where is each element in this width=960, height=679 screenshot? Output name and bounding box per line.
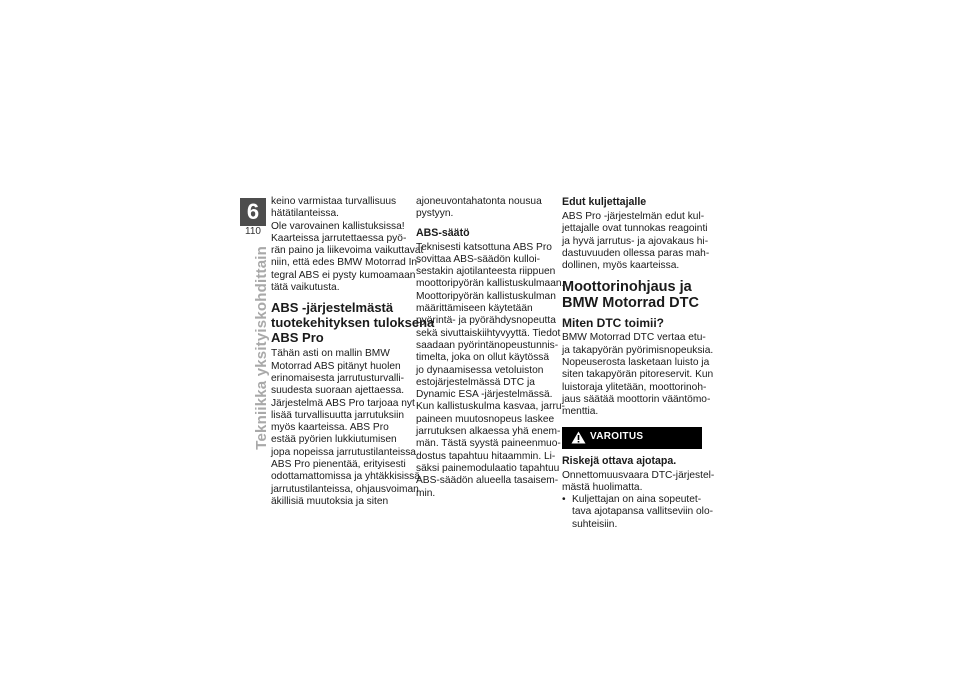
paragraph-rider-benefits: ABS Pro -järjestelmän edut kul- jettajalle ovat tunnokas reagointi ja hyvä jarrutus- ja ajovakaus hi- dastuvuuden ollessa paras mah- dollinen, myös kaarteissa. bbox=[562, 211, 710, 272]
bullet-dot: • bbox=[562, 494, 566, 506]
paragraph-abs-control: Teknisesti katsottuna ABS Pro sovittaa ABS-säädön kulloi- sestakin ajotilanteesta riippuen moottoripyörän kallistuskulmaan. Moottoripyörän kallistuskulman määrittämiseen käytetään pyörintä- ja pyörähdysnopeutta sekä sivuttaiskiihtyvyyttä. Tiedot saadaan pyörintänopeustunnis- timelta, joka on ollut käytössä jo dynaamisessa vetoluiston estojärjestelmässä DTC ja Dynamic ESA -järjestelmässä. Kun kallistuskulma kasvaa, jarru- paineen muutosnopeus laskee jarrutuksen alkaessa yhä enem- män. Tästä syystä paineenmuo- dostus tapahtuu hitaammin. Li- säksi painemodulaatio tapahtuu ABS-säädön alueella tasaisem- min. bbox=[416, 241, 565, 499]
column-2 bbox=[416, 196, 565, 500]
warning-triangle-icon bbox=[566, 431, 590, 444]
warning-banner bbox=[562, 427, 702, 449]
page-number: 110 bbox=[245, 226, 261, 237]
paragraph-abs-pro: Tähän asti on mallin BMW Motorrad ABS pitänyt huolen erinomaisesta jarrutusturvalli- suudesta suoraan ajettaessa. Järjestelmä ABS Pro tarjoaa nyt lisää turvallisuutta jarrutuksiin myös kaarteissa. ABS Pro estää pyörien lukkiutumisen jopa nopeissa jarrutustilanteissa. ABS Pro pienentää, erityisesti odottamattomissa ja yhtäkkisissä jarrutustilanteissa, ohjausvoiman äkillisiä muutoksia ja siten bbox=[271, 348, 420, 507]
section-heading-engine-dtc: Moottorinohjaus ja BMW Motorrad DTC bbox=[562, 279, 699, 312]
column-3 bbox=[562, 196, 715, 531]
warning-text: Onnettomuusvaara DTC-järjestel- mästä huolimatta. bbox=[562, 469, 715, 493]
side-chapter-title: Tekniikka yksityiskohdittain bbox=[253, 246, 270, 450]
intro-text: ajoneuvontahatonta nousua pystyyn. bbox=[416, 196, 542, 220]
chapter-number: 6 bbox=[240, 198, 266, 226]
section-heading-how-dtc-works: Miten DTC toimii? bbox=[562, 316, 664, 331]
warning-bullet: • Kuljettajan on aina sopeutet- tava ajotapansa vallitseviin olo- suhteisiin. bbox=[562, 494, 714, 530]
column-1 bbox=[271, 196, 435, 508]
warning-title: Riskejä ottava ajotapa. bbox=[562, 454, 677, 467]
warning-label: VAROITUS bbox=[590, 431, 644, 443]
section-heading-abs-pro: ABS -järjestelmästä tuotekehityksen tuloksena ABS Pro bbox=[271, 300, 435, 346]
section-heading-rider-benefits: Edut kuljettajalle bbox=[562, 196, 647, 208]
intro-text: keino varmistaa turvallisuus hätätilanteissa. bbox=[271, 196, 397, 220]
section-heading-abs-control: ABS-säätö bbox=[416, 226, 470, 239]
paragraph-curves-warning: Ole varovainen kallistuksissa! Kaarteissa jarrutettaessa pyö- rän paino ja liikevoima vaikuttavat niin, että edes BMW Motorrad In- tegral ABS ei pysty kumoamaan tätä vaikutusta. bbox=[271, 220, 424, 294]
paragraph-dtc: BMW Motorrad DTC vertaa etu- ja takapyörän pyörimisnopeuksia. Nopeuserosta lasketaan luisto ja siten takapyörän pitoreservit. Kun luistoraja ylitetään, moottorinoh- jaus säätää moottorin vääntömo- menttia. bbox=[562, 332, 714, 418]
